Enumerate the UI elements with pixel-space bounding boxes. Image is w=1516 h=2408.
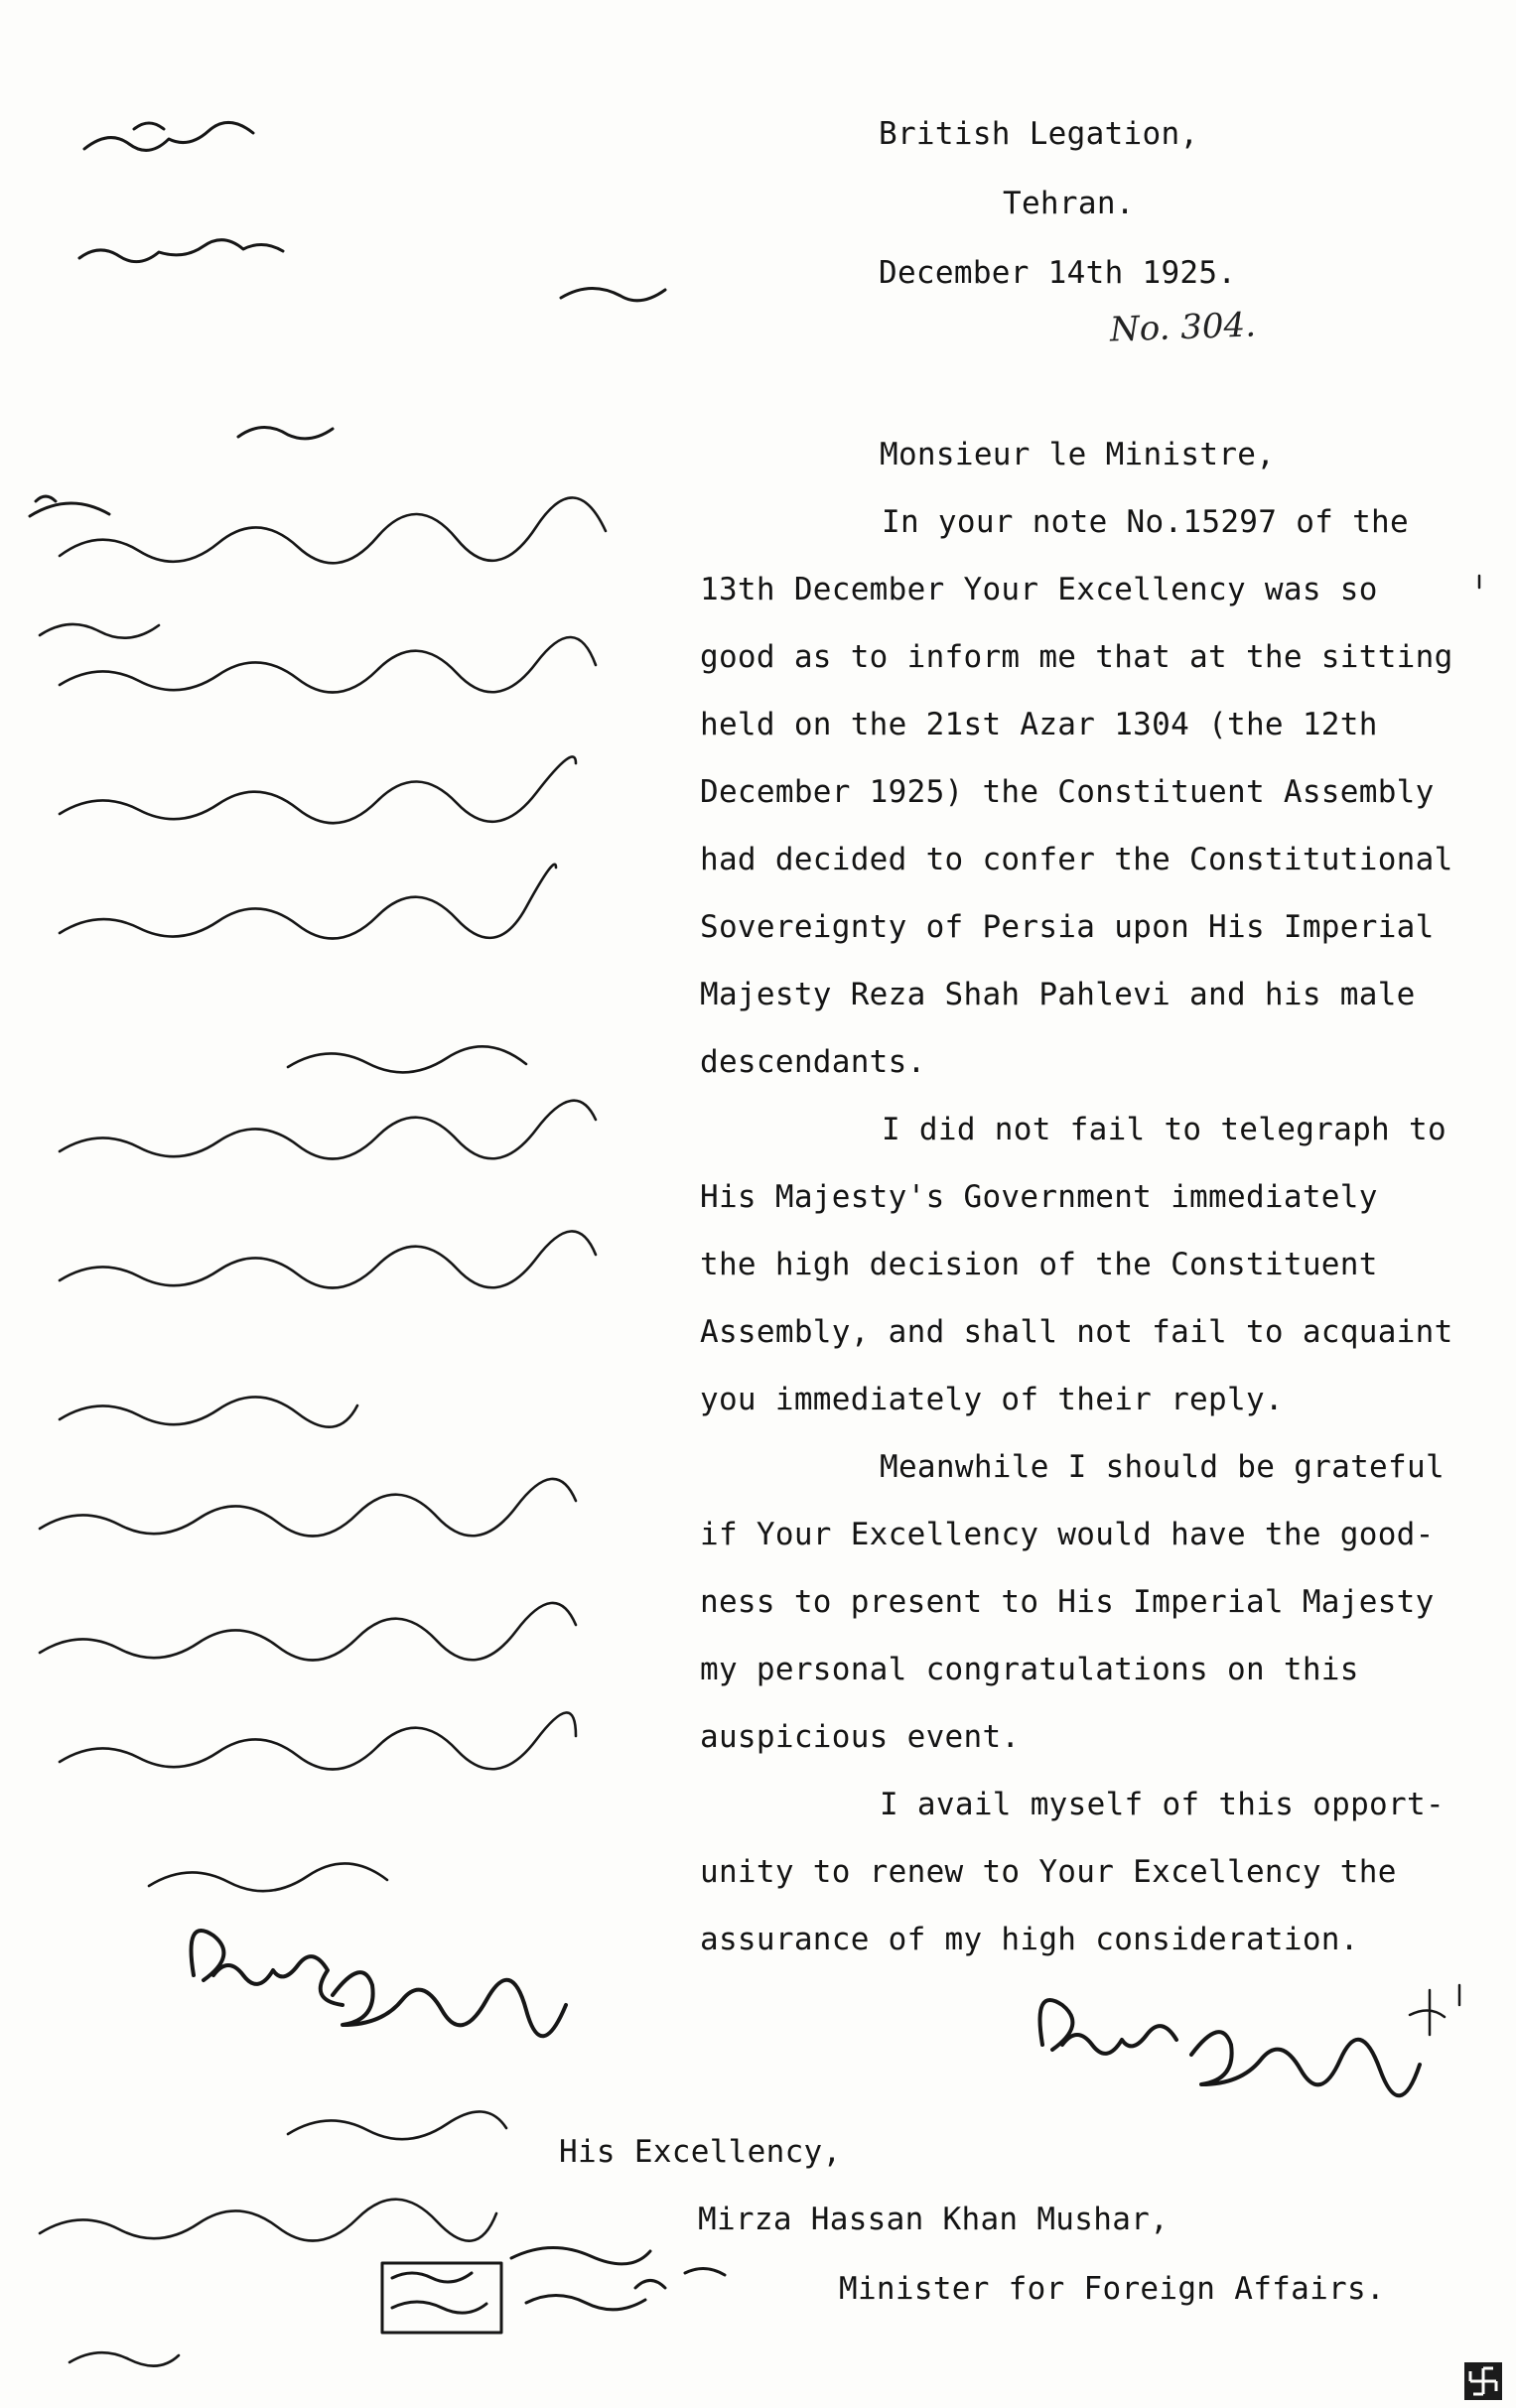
persian-header-handwriting bbox=[30, 122, 665, 516]
body-line: ness to present to His Imperial Majesty bbox=[700, 1584, 1435, 1620]
letter-signature bbox=[1040, 2000, 1421, 2095]
body-line: assurance of my high consideration. bbox=[700, 1922, 1359, 1957]
body-line: good as to inform me that at the sitting bbox=[700, 639, 1453, 675]
handwritten-reference-number: No. 304. bbox=[1109, 305, 1257, 350]
body-line: had decided to confer the Constitutional bbox=[700, 842, 1453, 877]
body-line: auspicious event. bbox=[700, 1719, 1021, 1755]
body-line: December 1925) the Constituent Assembly bbox=[700, 774, 1435, 810]
body-line: Majesty Reza Shah Pahlevi and his male bbox=[700, 977, 1416, 1012]
body-line: Meanwhile I should be grateful bbox=[880, 1449, 1445, 1485]
addressee-line-2: Mirza Hassan Khan Mushar, bbox=[698, 2202, 1170, 2237]
addressee-line-1: His Excellency, bbox=[559, 2134, 842, 2170]
body-line: I avail myself of this opport- bbox=[880, 1787, 1445, 1822]
receipt-stamp bbox=[382, 2247, 725, 2333]
body-line: In your note No.15297 of the bbox=[882, 504, 1409, 540]
right-margin-marks bbox=[1410, 576, 1479, 2035]
addressee-line-3: Minister for Foreign Affairs. bbox=[839, 2271, 1385, 2307]
letterhead-sender: British Legation, bbox=[879, 116, 1199, 152]
margin-signature bbox=[192, 1931, 567, 2036]
salutation: Monsieur le Ministre, bbox=[880, 437, 1276, 472]
body-line: Assembly, and shall not fail to acquaint bbox=[700, 1314, 1453, 1350]
letterhead-date: December 14th 1925. bbox=[879, 255, 1237, 291]
body-line: if Your Excellency would have the good- bbox=[700, 1517, 1435, 1552]
letterhead-city: Tehran. bbox=[1003, 186, 1135, 221]
body-line: Sovereignty of Persia upon His Imperial bbox=[700, 909, 1435, 945]
body-line: I did not fail to telegraph to bbox=[882, 1112, 1447, 1147]
body-line: my personal congratulations on this bbox=[700, 1652, 1359, 1687]
institute-logo bbox=[1464, 2362, 1502, 2400]
body-line: descendants. bbox=[700, 1044, 926, 1080]
body-line: unity to renew to Your Excellency the bbox=[700, 1854, 1397, 1890]
body-line: the high decision of the Constituent bbox=[700, 1247, 1378, 1282]
body-line: His Majesty's Government immediately bbox=[700, 1179, 1378, 1215]
persian-margin-handwriting bbox=[40, 497, 606, 2365]
body-line: you immediately of their reply. bbox=[700, 1382, 1284, 1417]
body-line: held on the 21st Azar 1304 (the 12th bbox=[700, 707, 1378, 742]
body-line: 13th December Your Excellency was so bbox=[700, 572, 1378, 607]
